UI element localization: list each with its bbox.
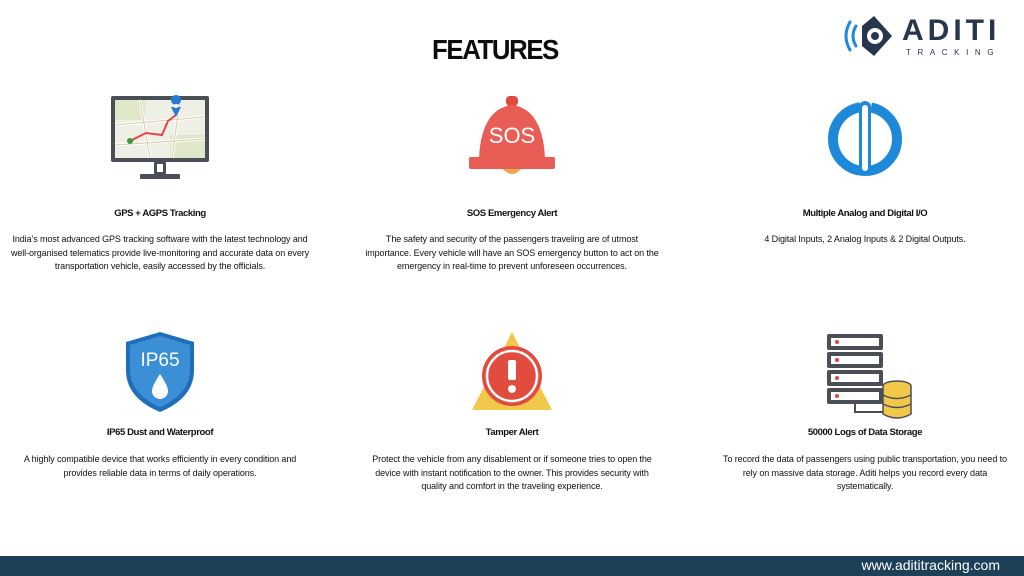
brand-logo[interactable]: [840, 12, 1000, 60]
ip65-shield-icon: [122, 330, 198, 414]
feature-title: IP65 Dust and Waterproof: [106, 427, 214, 438]
feature-title: Multiple Analog and Digital I/O: [802, 208, 928, 219]
feature-title: SOS Emergency Alert: [466, 208, 558, 219]
footer-bar: [0, 556, 1024, 576]
feature-title: Tamper Alert: [485, 427, 539, 438]
feature-title: GPS + AGPS Tracking: [114, 208, 206, 219]
feature-description: India’s most advanced GPS tracking software with the latest technology and well-organised telematics provide live-monitoring and accurate data on every transportation vehicle, easily accessed by the officials.: [10, 234, 310, 272]
page-title: FEATURES: [432, 34, 558, 65]
ip65-text: IP65: [140, 350, 180, 371]
sos-text: SOS: [488, 123, 536, 148]
feature-title: 50000 Logs of Data Storage: [807, 427, 923, 438]
logo-subtitle: TRACKING: [906, 48, 1001, 57]
feature-description: To record the data of passengers using public transportation, you need to rely on massive data storage. Aditi helps you record every data systematically.: [723, 454, 1007, 492]
feature-description: Protect the vehicle from any disablement or if someone tries to open the device with instant notification to the owner. This provides security with quality and comfort in the traveling experience.: [372, 454, 652, 492]
feature-description: 4 Digital Inputs, 2 Analog Inputs & 2 Digital Outputs.: [764, 234, 966, 244]
data-storage-icon: [823, 330, 915, 422]
gps-monitor-icon: [110, 95, 210, 181]
footer-website-link[interactable]: www.adititracking.com: [861, 557, 1000, 573]
io-ring-icon: [825, 99, 905, 179]
sos-bell-icon: [467, 95, 557, 177]
feature-description: A highly compatible device that works efficiently in every condition and provides reliable data in terms of daily operations.: [23, 454, 297, 478]
feature-description: The safety and security of the passengers traveling are of utmost importance. Every vehicle will have an SOS emergency button to act on the emergency in real-time to prevent unforeseen occurrences.: [365, 234, 659, 272]
tamper-alert-icon: [470, 330, 554, 412]
logo-wordmark: ADITI: [902, 14, 1001, 47]
aditi-logo-icon: [840, 12, 898, 60]
